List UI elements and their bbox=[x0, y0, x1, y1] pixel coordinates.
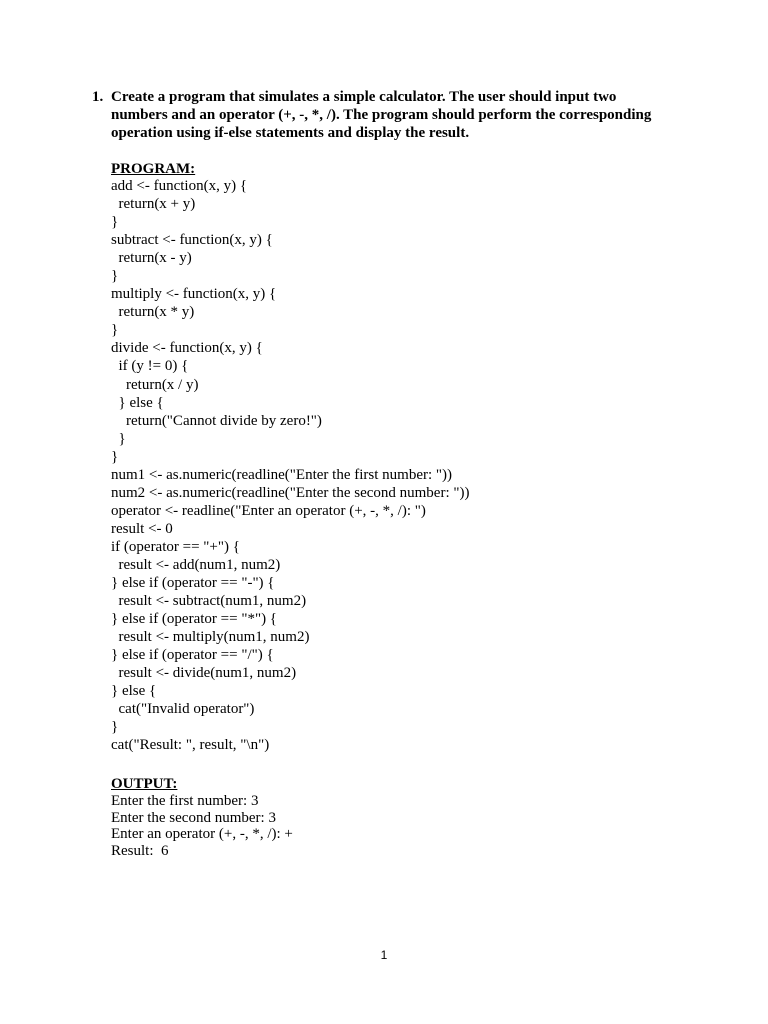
output-line: Enter an operator (+, -, *, /): + bbox=[111, 826, 293, 842]
code-line: } bbox=[111, 268, 119, 285]
program-output bbox=[111, 793, 671, 859]
code-line: subtract <- function(x, y) { bbox=[111, 232, 273, 249]
code-line: } else { bbox=[111, 394, 164, 411]
code-line: } bbox=[111, 719, 119, 736]
code-line: return("Cannot divide by zero!") bbox=[111, 412, 322, 429]
code-line: cat("Result: ", result, "\n") bbox=[111, 737, 270, 754]
code-line: return(x / y) bbox=[111, 376, 199, 393]
page-number: 1 bbox=[380, 948, 388, 962]
question-line: Create a program that simulates a simple calculator. The user should input two bbox=[111, 89, 617, 105]
code-line: num2 <- as.numeric(readline("Enter the second number: ")) bbox=[111, 484, 470, 501]
question-text bbox=[111, 88, 686, 142]
question-line: numbers and an operator (+, -, *, /). The program should perform the corresponding bbox=[111, 107, 652, 123]
program-heading: PROGRAM: bbox=[111, 161, 196, 177]
code-line: num1 <- as.numeric(readline("Enter the first number: ")) bbox=[111, 466, 453, 483]
code-line: result <- multiply(num1, num2) bbox=[111, 629, 310, 646]
code-line: operator <- readline("Enter an operator (+, -, *, /): ") bbox=[111, 502, 426, 519]
code-line: } else if (operator == "/") { bbox=[111, 647, 274, 664]
output-heading: OUTPUT: bbox=[111, 776, 178, 792]
output-line: Result: 6 bbox=[111, 842, 169, 859]
code-line: result <- subtract(num1, num2) bbox=[111, 593, 307, 610]
code-line: if (operator == "+") { bbox=[111, 538, 240, 555]
code-line: } else { bbox=[111, 683, 157, 700]
code-line: return(x + y) bbox=[111, 196, 196, 213]
program-code bbox=[111, 177, 671, 755]
question-line: operation using if-else statements and display the result. bbox=[111, 125, 470, 141]
code-line: divide <- function(x, y) { bbox=[111, 340, 263, 357]
question-number: 1. bbox=[92, 89, 104, 105]
code-line: result <- divide(num1, num2) bbox=[111, 665, 297, 682]
code-line: cat("Invalid operator") bbox=[111, 701, 255, 718]
code-line: return(x - y) bbox=[111, 250, 192, 267]
code-line: } else if (operator == "-") { bbox=[111, 575, 275, 592]
code-line: multiply <- function(x, y) { bbox=[111, 286, 277, 303]
output-line: Enter the second number: 3 bbox=[111, 809, 276, 826]
code-line: result <- 0 bbox=[111, 520, 173, 537]
code-line: add <- function(x, y) { bbox=[111, 178, 248, 194]
code-line: return(x * y) bbox=[111, 304, 195, 321]
code-line: } bbox=[111, 430, 126, 447]
code-line: } else if (operator == "*") { bbox=[111, 611, 278, 628]
code-line: result <- add(num1, num2) bbox=[111, 556, 281, 573]
code-line: } bbox=[111, 214, 119, 231]
code-line: if (y != 0) { bbox=[111, 358, 189, 375]
code-line: } bbox=[111, 448, 119, 465]
code-line: } bbox=[111, 322, 119, 339]
output-line: Enter the first number: 3 bbox=[111, 793, 259, 809]
